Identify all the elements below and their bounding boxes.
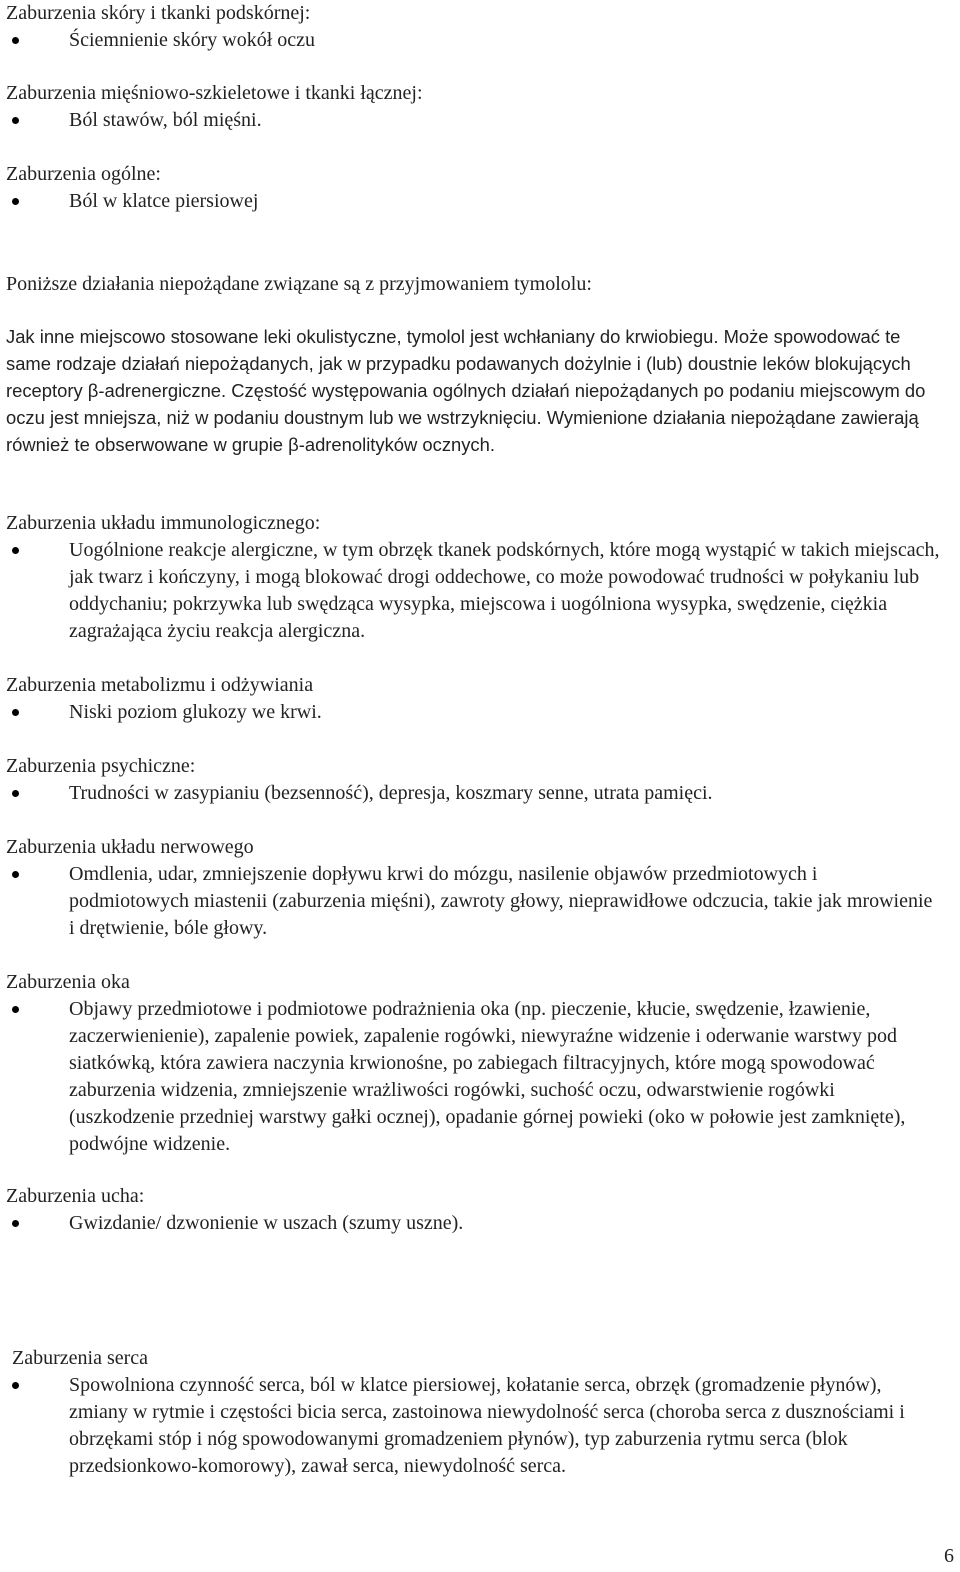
section-heading-skin: Zaburzenia skóry i tkanki podskórnej: [6,2,311,24]
section-heading-ear: Zaburzenia ucha: [6,1185,145,1207]
section-immune [6,510,960,645]
list-item: Trudności w zasypianiu (bezsenność), depresja, koszmary senne, utrata pamięci. [6,780,960,807]
bullet-list-metabolism [6,699,960,726]
section-general [6,161,960,215]
section-heading-musculoskeletal: Zaburzenia mięśniowo-szkieletowe i tkanki łącznej: [6,82,423,104]
bullet-list-eye [6,996,960,1158]
list-item: Ból stawów, ból mięśni. [6,107,960,134]
section-heading-metabolism: Zaburzenia metabolizmu i odżywiania [6,674,314,696]
list-item: Omdlenia, udar, zmniejszenie dopływu krwi do mózgu, nasilenie objawów przedmiotowych i podmiotowych miastenii (zaburzenia mięśni), zawroty głowy, nieprawidłowe odczucia, takie jak mrowienie i drętwienie, bóle głowy. [6,861,960,942]
section-heading-general: Zaburzenia ogólne: [6,163,161,185]
timolol-intro-block [6,271,960,298]
list-item: Objawy przedmiotowe i podmiotowe podrażnienia oka (np. pieczenie, kłucie, swędzenie, łzawienie, zaczerwienienie), zapalenie powiek, zapalenie rogówki, niewyraźne widzenie i oderwanie warstwy pod siatkówką, która zawiera naczynia krwionośne, po zabiegach filtracyjnych, które mogą spowodować zaburzenia widzenia, zmniejszenie wrażliwości rogówki, suchość oczu, odwarstwienie rogówki (uszkodzenie przedniej warstwy gałki ocznej), opadanie górnej powieki (oko w połowie jest zamknięte), podwójne widzenie. [6,996,960,1158]
timolol-paragraph-block [6,323,960,458]
bullet-list-psychiatric [6,780,960,807]
section-heading-immune: Zaburzenia układu immunologicznego: [6,512,321,534]
section-psychiatric [6,753,960,807]
section-heading-psychiatric: Zaburzenia psychiczne: [6,755,196,777]
list-item: Gwizdanie/ dzwonienie w uszach (szumy uszne). [6,1210,960,1237]
section-eye [6,969,960,1158]
timolol-paragraph: Jak inne miejscowo stosowane leki okulistyczne, tymolol jest wchłaniany do krwiobiegu. Może spowodować te same rodzaje działań niepożądanych, jak w przypadku podawanych dożylnie i (lub) doustnie leków blokujących receptory β-adrenergiczne. Częstość występowania ogólnych działań niepożądanych po podaniu miejscowym do oczu jest mniejsza, niż w podaniu doustnym lub we wstrzyknięciu. Wymienione działania niepożądane zawierają również te obserwowane w grupie β-adrenolityków ocznych. [6,326,926,455]
section-metabolism [6,672,960,726]
section-heading-nervous: Zaburzenia układu nerwowego [6,836,254,858]
timolol-intro: Poniższe działania niepożądane związane są z przyjmowaniem tymololu: [6,273,592,295]
section-skin [6,0,960,54]
section-nervous [6,834,960,942]
list-item: Ból w klatce piersiowej [6,188,960,215]
list-item: Ściemnienie skóry wokół oczu [6,27,960,54]
section-musculoskeletal [6,80,960,134]
bullet-list-immune [6,537,960,645]
bullet-list-general [6,188,960,215]
list-item: Spowolniona czynność serca, ból w klatce piersiowej, kołatanie serca, obrzęk (gromadzenie płynów), zmiany w rytmie i częstości bicia serca, zastoinowa niewydolność serca (choroba serca z dusznościami i obrzękami stóp i nóg spowodowanymi gromadzeniem płynów), typ zaburzenia rytmu serca (blok przedsionkowo-komorowy), zawał serca, niewydolność serca. [6,1372,960,1480]
section-heart [6,1345,960,1480]
bullet-list-skin [6,27,960,54]
bullet-list-nervous [6,861,960,942]
section-heading-eye: Zaburzenia oka [6,971,130,993]
bullet-list-ear [6,1210,960,1237]
page-number: 6 [944,1545,954,1567]
bullet-list-musculoskeletal [6,107,960,134]
section-ear [6,1183,960,1237]
list-item: Uogólnione reakcje alergiczne, w tym obrzęk tkanek podskórnych, które mogą wystąpić w takich miejscach, jak twarz i kończyny, i mogą blokować drogi oddechowe, co może powodować trudności w połykaniu lub oddychaniu; pokrzywka lub swędząca wysypka, miejscowa i uogólniona wysypka, swędzenie, ciężkia zagrażająca życiu reakcja alergiczna. [6,537,960,645]
bullet-list-heart [6,1372,960,1480]
list-item: Niski poziom glukozy we krwi. [6,699,960,726]
section-heading-heart: Zaburzenia serca [12,1347,149,1369]
